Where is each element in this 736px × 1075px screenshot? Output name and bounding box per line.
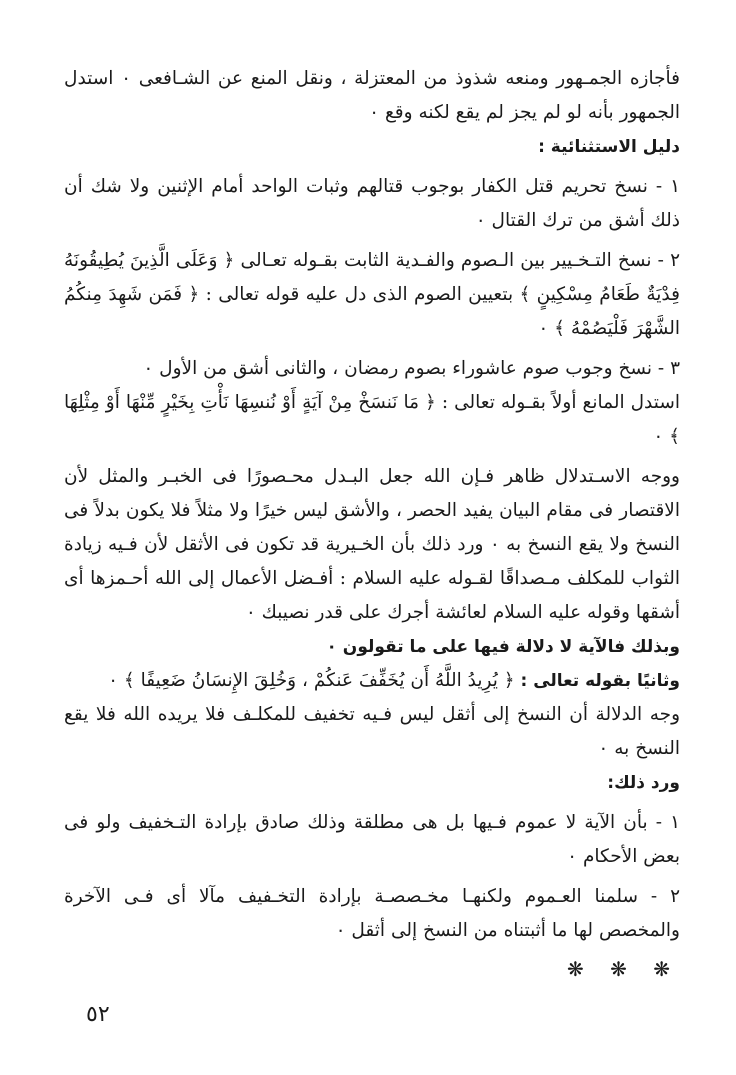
paragraph-evidence-1: ١ - نسخ تحريم قتل الكفار بوجوب قتالهم وثبات الواحد أمام الإثنين ولا شك أن ذلك أشق من ترك القتال ٠ xyxy=(64,176,680,231)
second-argument-label: وثانيًا بقوله تعالى : xyxy=(520,671,680,691)
paragraph-conclusion: وبذلك فالآية لا دلالة فيها على ما تقولون ٠ xyxy=(326,637,680,657)
paragraph-reasoning: وجه الدلالة أن النسخ إلى أثقل ليس فـيه تخفيف للمكلـف فلا يريده الله فلا يقع النسخ به ٠ xyxy=(64,704,680,759)
paragraph-rebuttal-2: ٢ - سلمنا العـموم ولكنهـا مخـصصـة بإرادة التخـفيف مآلا أى فـى الآخرة والمخصص لها ما أثبتناه من النسخ إلى أثقل ٠ xyxy=(64,886,680,941)
section-heading-rebuttal: ورد ذلك: xyxy=(607,773,680,793)
paragraph-objector-first: استدل المانع أولاً بقـوله تعالى : ﴿ مَا نَنسَخْ مِنْ آيَةٍ أَوْ نُنسِهَا نَأْتِ بِخَيْرٍ مِّنْهَا أَوْ مِثْلِهَا ﴾ ٠ xyxy=(64,392,680,447)
paragraph-argument: ووجه الاسـتدلال ظاهر فـإن الله جعل البـدل محـصورًا فى الخبـر والمثل لأن الاقتصار فى مقام البيان يفيد الحصر ، والأشق ليس خيرًا ولا مثلاً فلا يكون بدلاً فى النسخ ولا يقع النسخ به ٠ ورد ذلك بأن الخـيرية قد تكون فى الأثقل لأن فـيه زيادة الثواب للمكلف مـصداقًا لقـوله عليه السلام : أفـضل الأعمال إلى الله أحـمزها أى أشقها وقوله عليه السلام لعائشة أجرك على قدر نصيبك ٠ xyxy=(64,466,681,623)
second-argument-verse: ﴿ يُرِيدُ اللَّهُ أَن يُخَفِّفَ عَنكُمْ ، وَخُلِقَ الإِنسَانُ ضَعِيفًا ﴾ ٠ xyxy=(108,670,521,691)
paragraph-intro: فأجازه الجمـهور ومنعه شذوذ من المعتزلة ، ونقل المنع عن الشـافعى ٠ استدل الجمهور بأنه لو لم يجز لم يقع لكنه وقع ٠ xyxy=(64,68,680,123)
section-divider-ornament: ❋ ❋ ❋ xyxy=(567,957,680,981)
paragraph-rebuttal-1: ١ - بأن الآية لا عموم فـيها بل هى مطلقة وذلك صادق بإرادة التـخفيف ولو فى بعض الأحكام ٠ xyxy=(64,812,680,867)
paragraph-evidence-3: ٣ - نسخ وجوب صوم عاشوراء بصوم رمضان ، والثانى أشق من الأول ٠ xyxy=(143,358,680,379)
section-heading-evidence: دليل الاستثنائية : xyxy=(538,137,680,157)
paragraph-objector-second xyxy=(64,664,680,698)
page-number: ٥٢ xyxy=(86,1002,110,1027)
body-text xyxy=(64,62,680,986)
paragraph-evidence-2: ٢ - نسخ التـخـيير بين الـصوم والفـدية الثابت بقـوله تعـالى ﴿ وَعَلَى الَّذِينَ يُطِيقُونَهُ فِدْيَةٌ طَعَامُ مِسْكِينٍ ﴾ بتعيين الصوم الذى دل عليه قوله تعالى : ﴿ فَمَن شَهِدَ مِنكُمُ الشَّهْرَ فَلْيَصُمْهُ ﴾ ٠ xyxy=(64,250,680,339)
